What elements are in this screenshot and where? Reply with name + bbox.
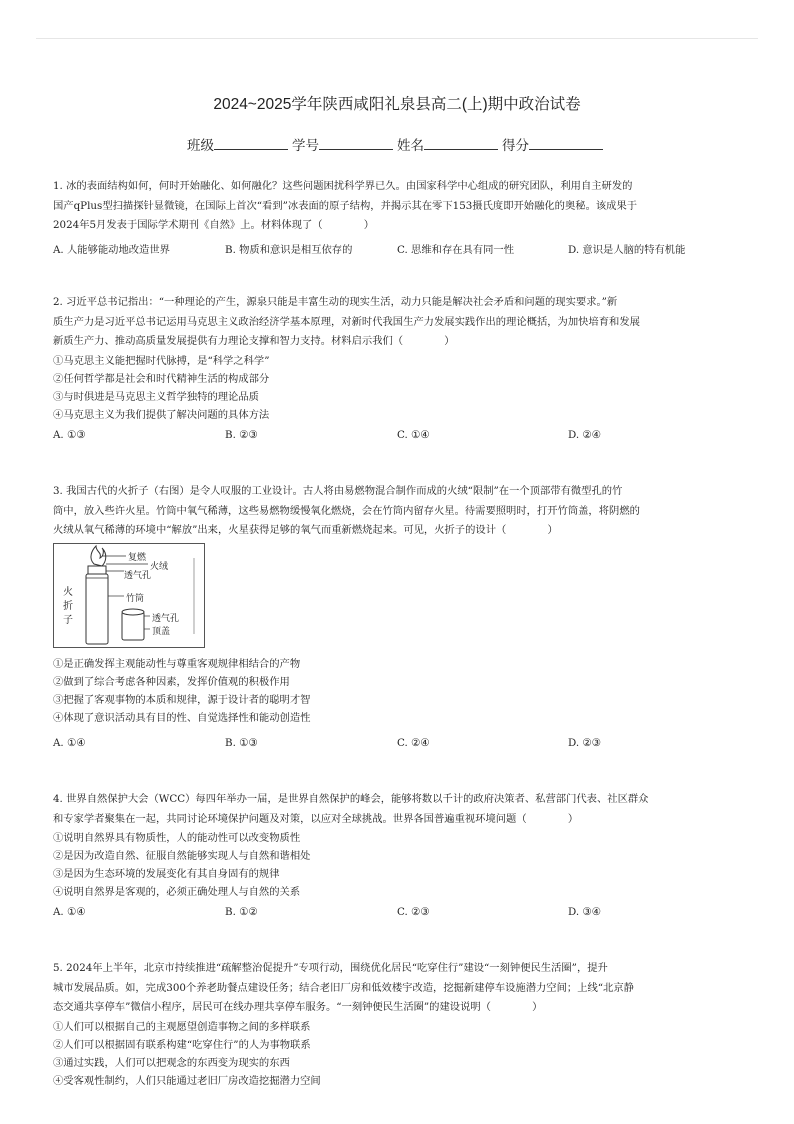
q4-statement: ②是因为改造自然、征服自然能够实现人与自然和谐相处 [53,850,311,863]
q5-stem-line: 城市发展品质。如，完成300个养老助餐点建设任务；结合老旧厂房和低效楼宇改造，挖掘新建停车设施潜力空间；上线“北京静 [53,981,634,994]
q4-statement: ③是因为生态环境的发展变化有其自身固有的规律 [53,868,280,881]
q4-option-a[interactable]: A. ①④ [53,906,86,918]
q5-stem-line: 态交通共享停车”微信小程序，居民可在线办理共享停车服务。“一刻钟便民生活圈”的建设说明（ ） [53,1001,543,1014]
question-3 [53,482,743,541]
q1-stem-line: 2024年5月发表于国际学术期刊《自然》上。材料体现了（ ） [53,219,375,232]
q1-stem-line: 1. 冰的表面结构如何，何时开始融化、如何融化？这些问题困扰科学界已久。由国家科学中心组成的研究团队，利用自主研发的 [53,180,633,192]
q4-stem-line: 4. 世界自然保护大会（WCC）每四年举办一届，是世界自然保护的峰会，能够将数以千计的政府决策者、私营部门代表、社区群众 [53,793,649,805]
q2-options [53,429,743,445]
q1-option-b[interactable]: B. 物质和意识是相互依存的 [225,244,353,256]
q3-option-b[interactable]: B. ①③ [225,737,258,749]
q5-statement: ④受客观性制约，人们只能通过老旧厂房改造挖掘潜力空间 [53,1074,321,1087]
label-tinder: 火绒 [150,562,169,572]
q4-options [53,906,743,922]
q2-stem-line: 质生产力是习近平总书记运用马克思主义政治经济学基本原理，对新时代我国生产力发展实践作出的理论概括，为加快培育和发展 [53,315,640,328]
q2-option-d[interactable]: D. ②④ [568,429,601,441]
q3-statements [53,656,743,728]
q4-statement: ④说明自然界是客观的，必须正确处理人与自然的关系 [53,886,301,899]
q5-stem-line: 5. 2024年上半年，北京市持续推进“疏解整治促提升”专项行动，围绕优化居民“吃穿住行”建设“一刻钟便民生活圈”，提升 [53,962,608,974]
q1-stem-line: 国产qPlus型扫描探针显微镜，在国际上首次“看到”冰表面的原子结构，并揭示其在零下153摄氏度即开始融化的奥秘。该成果于 [53,199,638,212]
q3-options [53,737,743,753]
q5-statement: ②人们可以根据固有联系构建“吃穿住行”的人为事物联系 [53,1038,311,1051]
class-blank[interactable] [214,137,288,150]
student-info-line [0,134,794,154]
question-4 [53,790,743,901]
q1-option-c[interactable]: C. 思维和存在具有同一性 [397,244,515,256]
score-blank[interactable] [529,137,603,150]
question-5 [53,959,743,1090]
q5-statement: ①人们可以根据自己的主观愿望创造事物之间的多样联系 [53,1020,311,1033]
label-vent-hole-top: 透气孔 [124,571,152,581]
page-top-divider [36,38,758,39]
question-1 [53,177,743,236]
q3-stem-line: 火绒从氧气稀薄的环境中“解放”出来，火星获得足够的氧气而重新燃烧起来。可见，火折子的设计（ ） [53,524,558,537]
label-top-cap: 顶盖 [152,627,171,637]
label-reignite: 复燃 [128,553,147,563]
label-vent-hole-cap: 透气孔 [152,614,180,624]
question-2 [53,293,743,424]
name-blank[interactable] [424,137,498,150]
q3-statement: ④体现了意识活动具有目的性、自觉选择性和能动创造性 [53,713,311,724]
q1-options [53,241,743,257]
q3-stem-line: 3. 我国古代的火折子（右图）是令人叹服的工业设计。古人将由易燃物混合制作而成的火绒“限制”在一个顶部带有微型孔的竹 [53,485,623,497]
q4-statement: ①说明自然界具有物质性，人的能动性可以改变物质性 [53,832,301,845]
id-blank[interactable] [319,137,393,150]
label-bamboo-tube: 竹筒 [126,594,145,604]
page-title: 2024~2025学年陕西咸阳礼泉县高二(上)期中政治试卷 [213,96,581,113]
fire-starter-figure [53,543,205,648]
q2-stem-line: 新质生产力、推动高质量发展提供有力理论支撑和智力支持。材料启示我们（ ） [53,335,455,348]
q2-option-a[interactable]: A. ①③ [53,429,86,441]
q4-stem-line: 和专家学者聚集在一起，共同讨论环境保护问题及对策，以应对全球挑战。世界各国普遍重视环境问题（ ） [53,812,579,825]
q2-option-b[interactable]: B. ②③ [225,429,258,441]
q5-statement: ③通过实践，人们可以把观念的东西变为现实的东西 [53,1056,290,1069]
q4-option-b[interactable]: B. ①② [225,906,258,918]
q3-statement: ①是正确发挥主观能动性与尊重客观规律相结合的产物 [53,659,301,670]
q2-statement: ④马克思主义为我们提供了解决问题的具体方法 [53,408,270,421]
q2-option-c[interactable]: C. ①④ [397,429,430,441]
q3-option-c[interactable]: C. ②④ [397,737,430,749]
q2-stem-line: 2. 习近平总书记指出：“一种理论的产生，源泉只能是丰富生动的现实生活，动力只能是解决社会矛盾和问题的现实要求。”新 [53,296,618,308]
name-label: 姓名 [397,138,424,153]
score-label: 得分 [502,138,529,153]
q2-statement: ②任何哲学都是社会和时代精神生活的构成部分 [53,372,270,385]
q3-statement: ③把握了客观事物的本质和规律，源于设计者的聪明才智 [53,695,311,706]
label-fire-starter: 火折子 [63,587,73,626]
q3-statement: ②做到了综合考虑各种因素，发挥价值观的积极作用 [53,677,290,688]
q1-option-d[interactable]: D. 意识是人脑的特有机能 [568,244,686,256]
q1-option-a[interactable]: A. 人能够能动地改造世界 [53,244,170,256]
class-label: 班级 [187,138,214,153]
id-label: 学号 [292,138,319,153]
q4-option-c[interactable]: C. ②③ [397,906,430,918]
q2-statement: ①马克思主义能把握时代脉搏，是“科学之科学” [53,354,270,367]
q4-option-d[interactable]: D. ③④ [568,906,601,918]
q3-option-d[interactable]: D. ②③ [568,737,601,749]
q3-option-a[interactable]: A. ①④ [53,737,86,749]
q2-statement: ③与时俱进是马克思主义哲学独特的理论品质 [53,390,259,403]
q3-stem-line: 筒中，放入些许火星。竹筒中氧气稀薄，这些易燃物缓慢氧化燃烧，会在竹筒内留存火星。待需要照明时，打开竹筒盖，将阴燃的 [53,504,640,517]
